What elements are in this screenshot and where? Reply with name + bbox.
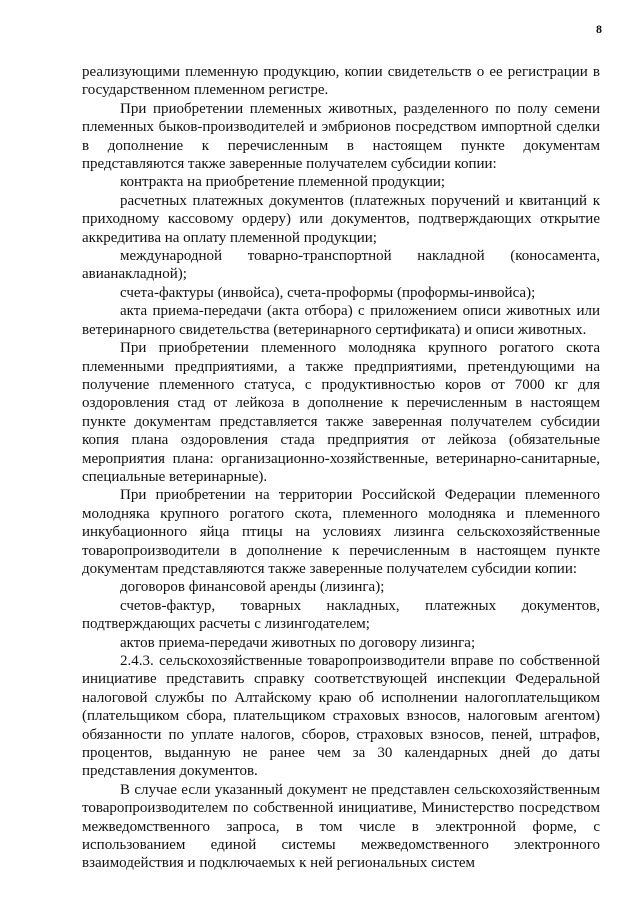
paragraph: международной товарно-транспортной накладной (коносамента, авианакладной); [82, 248, 600, 283]
paragraph: 2.4.3. сельскохозяйственные товаропроизводители вправе по собственной инициативе представить справку соответствующей инспекции Федеральной налоговой службы по Алтайскому краю об исполнении налогоплательщиком (плательщиком сбора, плательщиком страховых взносов, налоговым агентом) обязанности по уплате налогов, сборов, страховых взносов, пеней, штрафов, процентов, выданную не ранее чем за 30 календарных дней до даты представления документов. [82, 653, 600, 780]
page-number: 8 [596, 22, 602, 36]
paragraph: В случае если указанный документ не представлен сельскохозяйственным товаропроизводителем по собственной инициативе, Министерство посредством межведомственного запроса, в том числе в электронной форме, с использованием единой системы межведомственного электронного взаимодействия и подключаемых к ней региональных систем [82, 781, 600, 872]
paragraph: актов приема-передачи животных по договору лизинга; [120, 634, 476, 651]
paragraph: реализующими племенную продукцию, копии свидетельств о ее регистрации в государственном племенном регистре. [82, 64, 600, 99]
document-body [82, 63, 600, 873]
paragraph: При приобретении племенного молодняка крупного рогатого скота племенными предприятиями, а также предприятиями, претендующими на получение племенного статуса, с продуктивностью коров от 7000 кг для оздоровления стад от лейкоза в дополнение к перечисленным в настоящем пункте документам представляется также заверенная получателем субсидии копия плана оздоровления стада предприятия от лейкоза (обязательные мероприятия плана: организационно-хозяйственные, ветеринарно-санитарные, специальные ветеринарные). [82, 340, 600, 485]
paragraph: При приобретении на территории Российской Федерации племенного молодняка крупного рогатого скота, племенного молодняка и племенного инкубационного яйца птицы на условиях лизинга сельскохозяйственные товаропроизводители в дополнение к перечисленным в настоящем пункте документам представляются также заверенные получателем субсидии копии: [82, 487, 600, 577]
paragraph: контракта на приобретение племенной продукции; [120, 174, 446, 191]
paragraph: При приобретении племенных животных, разделенного по полу семени племенных быков-производителей и эмбрионов посредством импортной сделки в дополнение к перечисленным в настоящем пункте документам представляются также заверенные получателем субсидии копии: [82, 100, 600, 173]
paragraph: акта приема-передачи (акта отбора) с приложением описи животных или ветеринарного свидетельства (ветеринарного сертификата) и описи животных. [82, 303, 600, 338]
paragraph: договоров финансовой аренды (лизинга); [120, 579, 385, 596]
paragraph: счетов-фактур, товарных накладных, платежных документов, подтверждающих расчеты с лизингодателем; [82, 597, 600, 633]
paragraph: расчетных платежных документов (платежных поручений и квитанций к приходному кассовому ордеру) или документов, подтверждающих открытие аккредитива на оплату племенной продукции; [82, 192, 600, 246]
paragraph: счета-фактуры (инвойса), счета-проформы (проформы-инвойса); [120, 284, 536, 301]
